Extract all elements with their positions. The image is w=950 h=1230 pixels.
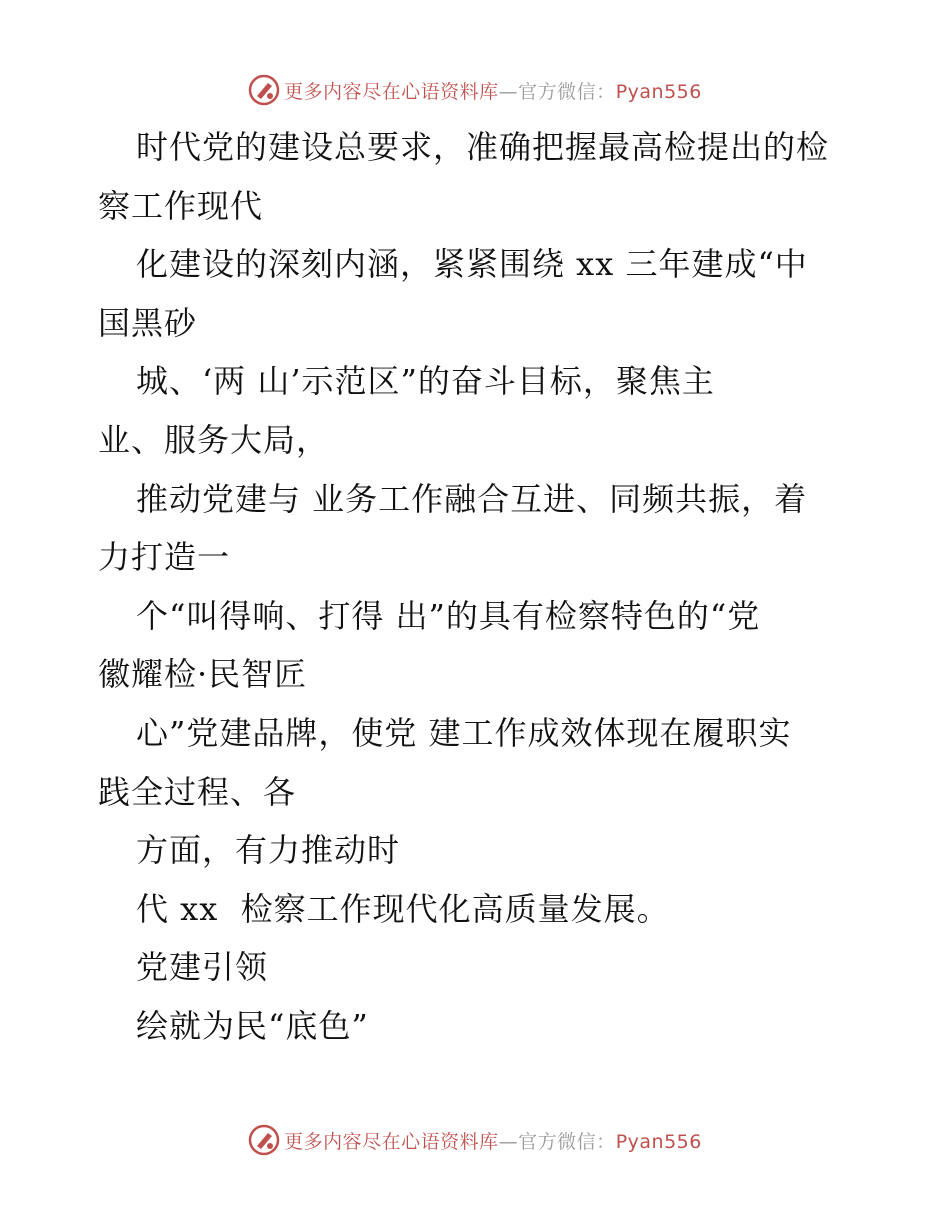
document-body [98, 118, 878, 1056]
banner-text [284, 1127, 702, 1154]
contact-value: Pyan556 [615, 80, 702, 103]
banner-separator: — [498, 80, 519, 103]
text-line: 徽耀检·民智匠 [98, 655, 308, 694]
text-line: 察工作现代 [98, 186, 264, 225]
banner-separator: — [498, 1130, 519, 1153]
contact-label: 官方微信： [518, 1130, 616, 1153]
text-line: 个“叫得响、打得 出”的具有检察特色的“党 [136, 596, 761, 635]
text-line: 代 xx 检察工作现代化高质量发展。 [136, 889, 670, 928]
header-watermark [0, 70, 950, 110]
text-line: 党建引领 [136, 948, 269, 987]
footer-watermark [0, 1120, 950, 1160]
text-line: 绘就为民“底色” [136, 1006, 369, 1045]
text-line: 心”党建品牌，使党 建工作成效体现在履职实 [136, 713, 792, 752]
banner-text [284, 77, 702, 104]
text-line: 推动党建与 业务工作融合互进、同频共振，着 [136, 479, 808, 518]
text-line: 力打造一 [98, 538, 231, 577]
contact-value: Pyan556 [615, 1130, 702, 1153]
text-line: 化建设的深刻内涵，紧紧围绕 xx 三年建成“中 [136, 245, 808, 284]
brand-logo-icon [248, 74, 280, 106]
text-line: 业、服务大局， [98, 420, 330, 459]
text-line: 时代党的建设总要求，准确把握最高检提出的检 [136, 128, 830, 166]
text-line: 城、‘两 山’示范区”的奋斗目标，聚焦主 [136, 362, 715, 401]
text-line: 国黑砂 [98, 303, 198, 342]
text-line: 践全过程、各 [98, 772, 297, 811]
brand-text: 更多内容尽在心语资料库 [284, 80, 499, 103]
text-line: 方面，有力推动时 [136, 831, 401, 870]
contact-label: 官方微信： [518, 80, 616, 103]
brand-text: 更多内容尽在心语资料库 [284, 1130, 499, 1153]
brand-logo-icon [248, 1124, 280, 1156]
